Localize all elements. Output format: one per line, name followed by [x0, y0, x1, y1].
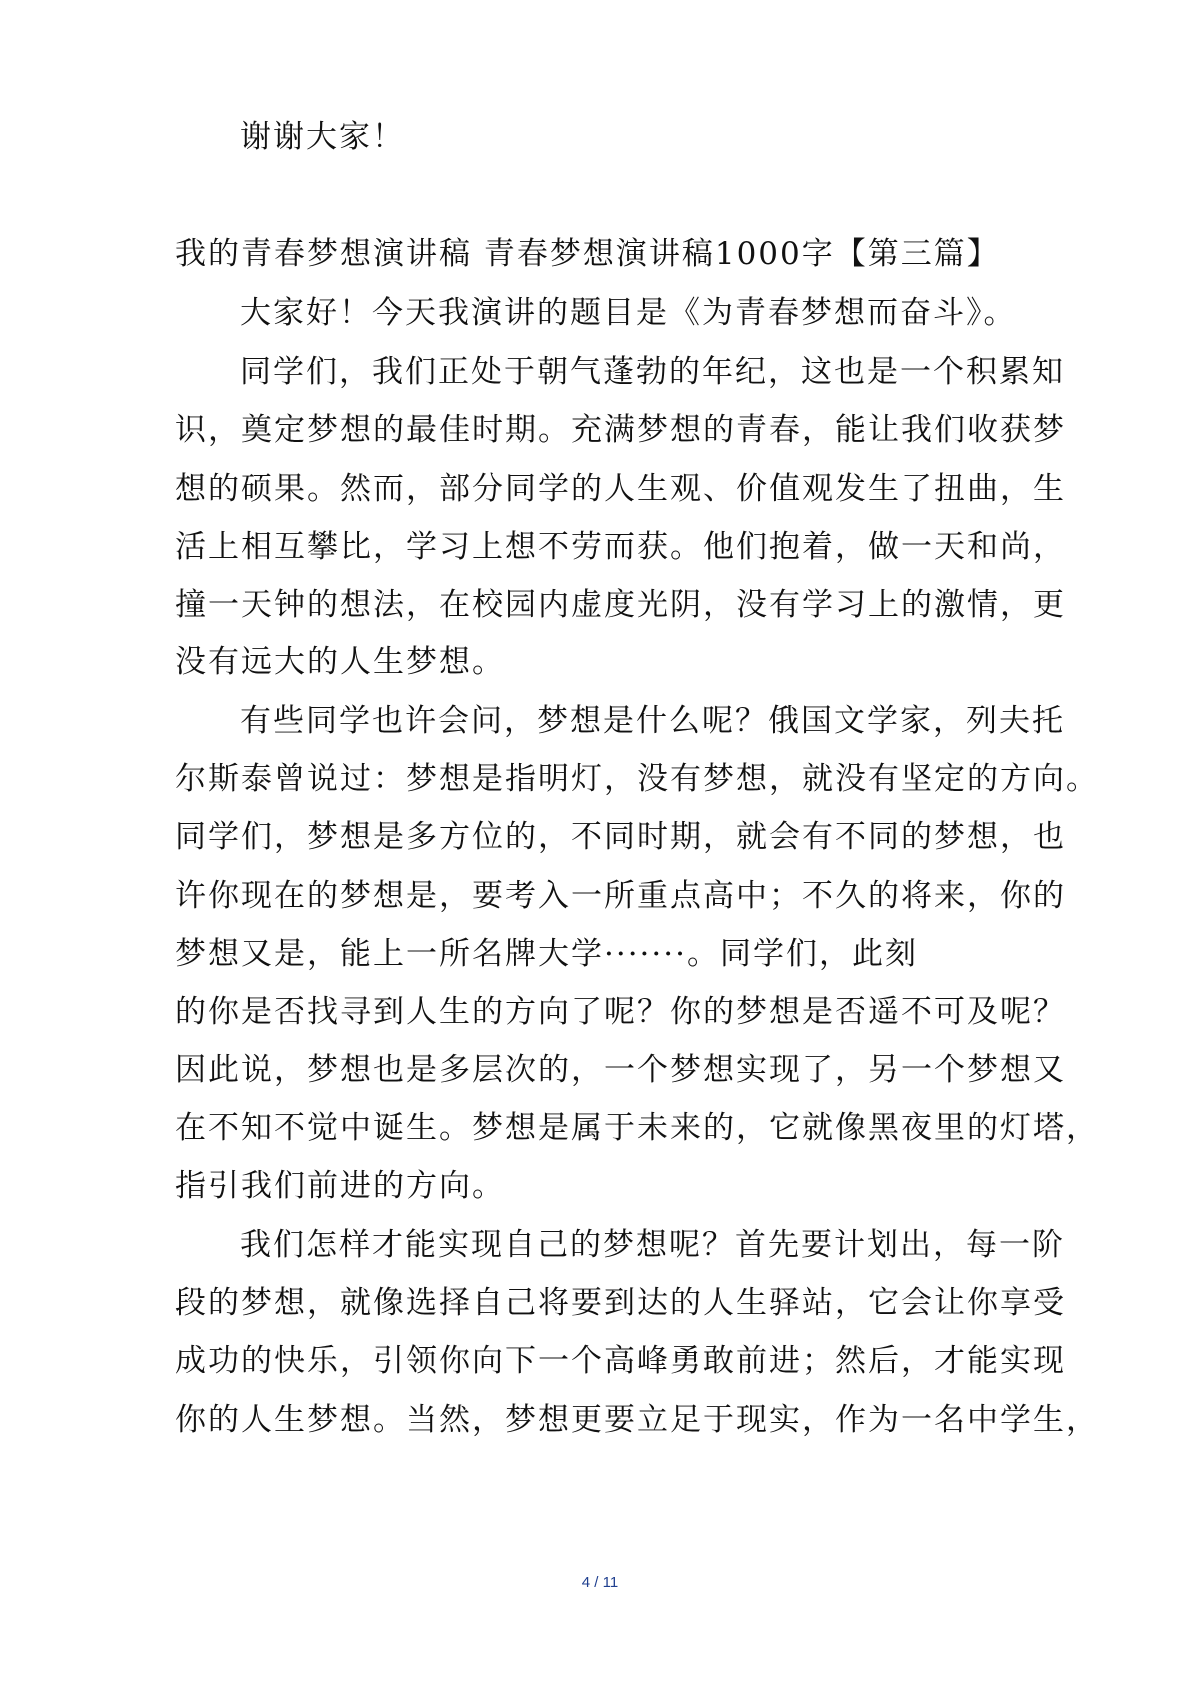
paragraph-line: 的你是否找寻到人生的方向了呢？你的梦想是否遥不可及呢？: [175, 994, 1066, 1030]
paragraph-line: 活上相互攀比，学习上想不劳而获。他们抱着，做一天和尚，: [175, 529, 1066, 565]
paragraph-line: 在不知不觉中诞生。梦想是属于未来的，它就像黑夜里的灯塔，: [175, 1110, 1099, 1146]
paragraph-line: 有些同学也许会问，梦想是什么呢？俄国文学家，列夫托: [240, 703, 1065, 739]
paragraph-line: 同学们，梦想是多方位的，不同时期，就会有不同的梦想，也: [175, 819, 1066, 855]
paragraph-line: 想的硕果。然而，部分同学的人生观、价值观发生了扭曲，生: [175, 471, 1066, 507]
paragraph-line: 你的人生梦想。当然，梦想更要立足于现实，作为一名中学生，: [175, 1402, 1099, 1438]
paragraph-line: 同学们，我们正处于朝气蓬勃的年纪，这也是一个积累知: [240, 354, 1065, 390]
paragraph-line: 没有远大的人生梦想。: [175, 644, 505, 680]
paragraph-line: 成功的快乐，引领你向下一个高峰勇敢前进；然后，才能实现: [175, 1343, 1066, 1379]
section-heading: 我的青春梦想演讲稿 青春梦想演讲稿1000字【第三篇】: [175, 236, 1000, 272]
page-number: 4 / 11: [581, 1574, 619, 1591]
paragraph-line: 尔斯泰曾说过：梦想是指明灯，没有梦想，就没有坚定的方向。: [175, 761, 1099, 797]
paragraph-line: 大家好！今天我演讲的题目是《为青春梦想而奋斗》。: [240, 295, 1017, 331]
paragraph-line: 段的梦想，就像选择自己将要到达的人生驿站，它会让你享受: [175, 1285, 1066, 1321]
paragraph-line: 指引我们前进的方向。: [175, 1168, 505, 1204]
closing-line: 谢谢大家！: [240, 119, 405, 155]
paragraph-line: 识，奠定梦想的最佳时期。充满梦想的青春，能让我们收获梦: [175, 412, 1066, 448]
paragraph-line: 我们怎样才能实现自己的梦想呢？首先要计划出，每一阶: [240, 1227, 1065, 1263]
paragraph-line: 撞一天钟的想法，在校园内虚度光阴，没有学习上的激情，更: [175, 587, 1066, 623]
paragraph-line: 许你现在的梦想是，要考入一所重点高中；不久的将来，你的: [175, 878, 1066, 914]
paragraph-line: 因此说，梦想也是多层次的，一个梦想实现了，另一个梦想又: [175, 1052, 1066, 1088]
paragraph-line: 梦想又是，能上一所名牌大学·······。同学们，此刻: [175, 936, 918, 972]
